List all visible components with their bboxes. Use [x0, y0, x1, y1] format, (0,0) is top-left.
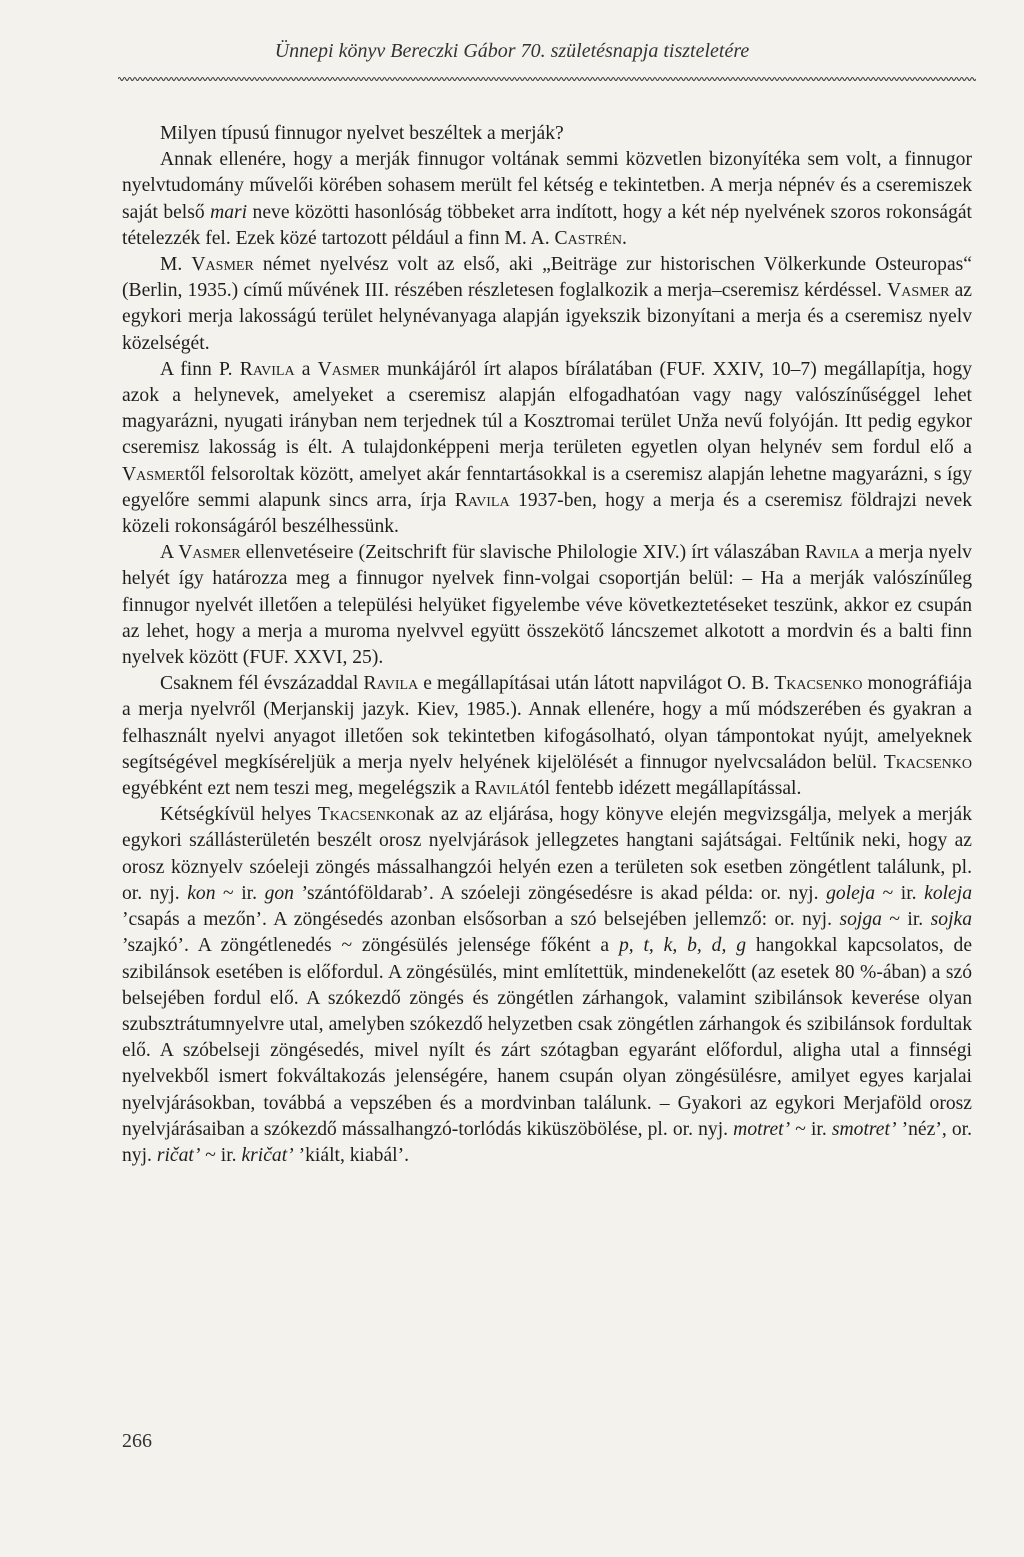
page-number: 266 [122, 1430, 152, 1452]
italic-term: goleja [826, 882, 876, 904]
italic-term: p, t, k, b, d, g [618, 935, 747, 957]
paragraph [122, 357, 972, 540]
wavy-rule [118, 72, 976, 86]
text-run: ’szajkó’. A zöngétlenedés ~ zöngésülés jelensége főként a [122, 935, 619, 957]
text-run: Milyen típusú finnugor nyelvet beszéltek a merják? [160, 123, 564, 144]
text-run: ’néz’, or. nyj. [122, 1118, 972, 1166]
italic-term: gon [264, 882, 294, 904]
text-run: az egykori merja lakosságú terület helynévanyaga alapján igyekszik bizonyítani a merja és a cseremisz nyelv közelségét. [122, 280, 973, 354]
text-run: hangokkal kapcsolatos, de szibilánsok esetében is előfordul. A zöngésülés, mint említettük, mindenekelőtt (az esetek 80 %-ában) a szó belsejében fordul elő. A szókezdő zöngés és zöngétlen zárhangok, valamint szibilánsok keverése olyan szubsztrátumnyelvre utal, amelyben szókezdő helyzetben csak zöngétlen zárhangok és szibilánsok fordultak elő. A szóbelseji zöngésedés, mivel nyílt és zárt szótagban egyaránt előfordul, aligha utal a finnségi nyelvekből ismert fokváltakozás jelenségére, hanem csupán olyan zöngésülésre, amilyet egyes karjalai nyelvjárásokban, továbbá a vepszében és a mordvinban találunk. – Gyakori az egykori Merjaföld orosz nyelvjárásaiban a szókezdő mássalhangzó-torlódás kiküszöbölése, pl. or. nyj. [122, 935, 973, 1140]
author-name: Vasmer [178, 542, 241, 564]
author-name: Ravila [454, 489, 510, 511]
text-run: neve közötti hasonlóság többeket arra indított, hogy a két nép nyelvének szoros rokonságát tételezzék fel. Ezek közé tartozott például a finn M. A. [122, 201, 973, 249]
text-run: ~ ir. [200, 1144, 242, 1166]
author-name: Vasmer [887, 280, 950, 302]
text-run: től felsoroltak között, amelyet akár fenntartásokkal is a cseremisz alapján lehetne magyarázni, s így egyelőre semmi alapunk sincs arra, írja [122, 463, 972, 511]
text-run: a merja nyelv helyét így határozza meg a finnugor nyelvek finn-volgai csoportján belül: – Ha a merják valószínűleg finnugor nyelvét illetően a települési helyüket figyelembe véve következtetéseket teszünk, akkor ez csupán az lehet, hogy a merja a muroma nyelvvel együtt összekötő láncszemet alkotott a mordvin és a balti finn nyelvek között (FUF. XXVI, 25). [122, 542, 972, 669]
author-name: Vasmer [122, 463, 185, 485]
text-run: német nyelvész volt az első, aki „Beiträge zur historischen Völkerkunde Osteuropas“ (Berlin, 1935.) című művének III. részében részletesen foglalkozik a merja–cseremisz kérdéssel. [122, 254, 972, 302]
text-run: M. [160, 254, 192, 276]
text-run: ellenvetéseire (Zeitschrift für slavische Philologie XIV.) írt válaszában [240, 542, 805, 564]
text-run: egyébként ezt nem teszi meg, megelégszik a [122, 778, 475, 800]
italic-term: kričat’ [241, 1144, 294, 1166]
italic-term: kon [187, 882, 216, 904]
italic-term: sojka [930, 909, 972, 931]
text-run: tól fentebb idézett megállapítással. [529, 778, 802, 800]
text-run: monográfiája a merja nyelvről (Merjanskij jazyk. Kiev, 1985.). Annak ellenére, hogy a mű módszerében és gyakran a felhasznált nyelvi anyagot illetően sok tekintetben kifogásolható, olyan támpontokat nyújt, amelyeknek segítségével megkíséreljük a merja nyelv helyének kijelölését a finnugor nyelvcsaládon belül. [122, 673, 972, 773]
text-run: munkájáról írt alapos bírálatában (FUF. XXIV, 10–7) megállapítja, hogy azok a helynevek, amelyeket a cseremisz alapján elfogadhatóan vagy nagy valószínűséggel lehet magyarázni, nyugati irányban nem terjednek túl a Kosztromai terület Unža nevű folyóján. Itt pedig egykor cseremisz lakosság is élt. A tulajdonképpeni merja területen egyetlen olyan helynév sem fordul elő a [122, 358, 972, 459]
italic-term: ričat’ [156, 1144, 201, 1166]
paragraph [122, 147, 972, 252]
author-name: Tkacsenko [883, 751, 972, 773]
author-name: Ravilá [474, 778, 530, 800]
author-name: Ravila [239, 358, 295, 380]
text-run: 1937-ben, hogy a merja és a cseremisz földrajzi nevek közeli rokonságáról beszélhessünk. [122, 489, 973, 538]
text-run: A finn P. [160, 358, 240, 380]
paragraph [122, 540, 972, 671]
author-name: Ravila [804, 542, 860, 564]
text-run: Kétségkívül helyes [160, 804, 318, 826]
running-head: Ünnepi könyv Bereczki Gábor 70. születésnapja tiszteletére [274, 40, 750, 62]
italic-term: koleja [924, 882, 972, 904]
author-name: Vasmer [191, 254, 254, 276]
italic-term: sojga [839, 909, 882, 931]
paragraph [122, 252, 972, 357]
body-text [122, 121, 972, 1169]
text-run: Annak ellenére, hogy a merják finnugor voltának semmi közvetlen bizonyítéka sem volt, a finnugor nyelvtudomány művelői körében sohasem merült fel kétség e tekintetben. A merja népnév és a cseremiszek saját belső [122, 149, 972, 223]
text-run: ~ ir. [215, 882, 265, 904]
text-run: . [622, 227, 627, 249]
italic-term: smotret’ [831, 1118, 897, 1140]
text-run: Csaknem fél évszázaddal [160, 673, 364, 695]
author-name: Castrén [554, 227, 623, 249]
paragraph [122, 671, 972, 802]
paragraph [122, 802, 972, 1169]
text-run: A [160, 542, 179, 564]
text-run: ~ ir. [881, 909, 931, 931]
text-run: ’kiált, kiabál’. [293, 1144, 410, 1166]
text-run: a [294, 358, 318, 380]
text-run: nak az az eljárása, hogy könyve elején megvizsgálja, melyek a merják egykori szállásterületén beszélt orosz nyelvjárások jellegzetes hangtani sajátságai. Feltűnik neki, hogy az orosz köznyelv szóeleji zöngés mássalhangzói helyén ezen a területen sok esetben zöngétlent találunk, pl. or. nyj. [122, 804, 972, 904]
text-run: ’szántóföldarab’. A szóeleji zöngésedésre is akad példa: or. nyj. [293, 882, 827, 904]
text-run: ’csapás a mezőn’. A zöngésedés azonban elsősorban a szó belsejében jellemző: or. nyj. [122, 909, 840, 931]
author-name: Vasmer [317, 358, 380, 380]
author-name: Tkacsenko [774, 673, 863, 695]
text-run: ~ ir. [875, 882, 925, 904]
italic-term: motret’ [733, 1118, 791, 1140]
paragraph [122, 121, 972, 147]
author-name: Ravila [363, 673, 419, 695]
italic-term: mari [210, 201, 248, 223]
text-run: ~ ir. [790, 1118, 832, 1140]
text-run: e megállapításai után látott napvilágot O. B. [418, 673, 775, 695]
author-name: Tkacsenko [317, 804, 407, 826]
